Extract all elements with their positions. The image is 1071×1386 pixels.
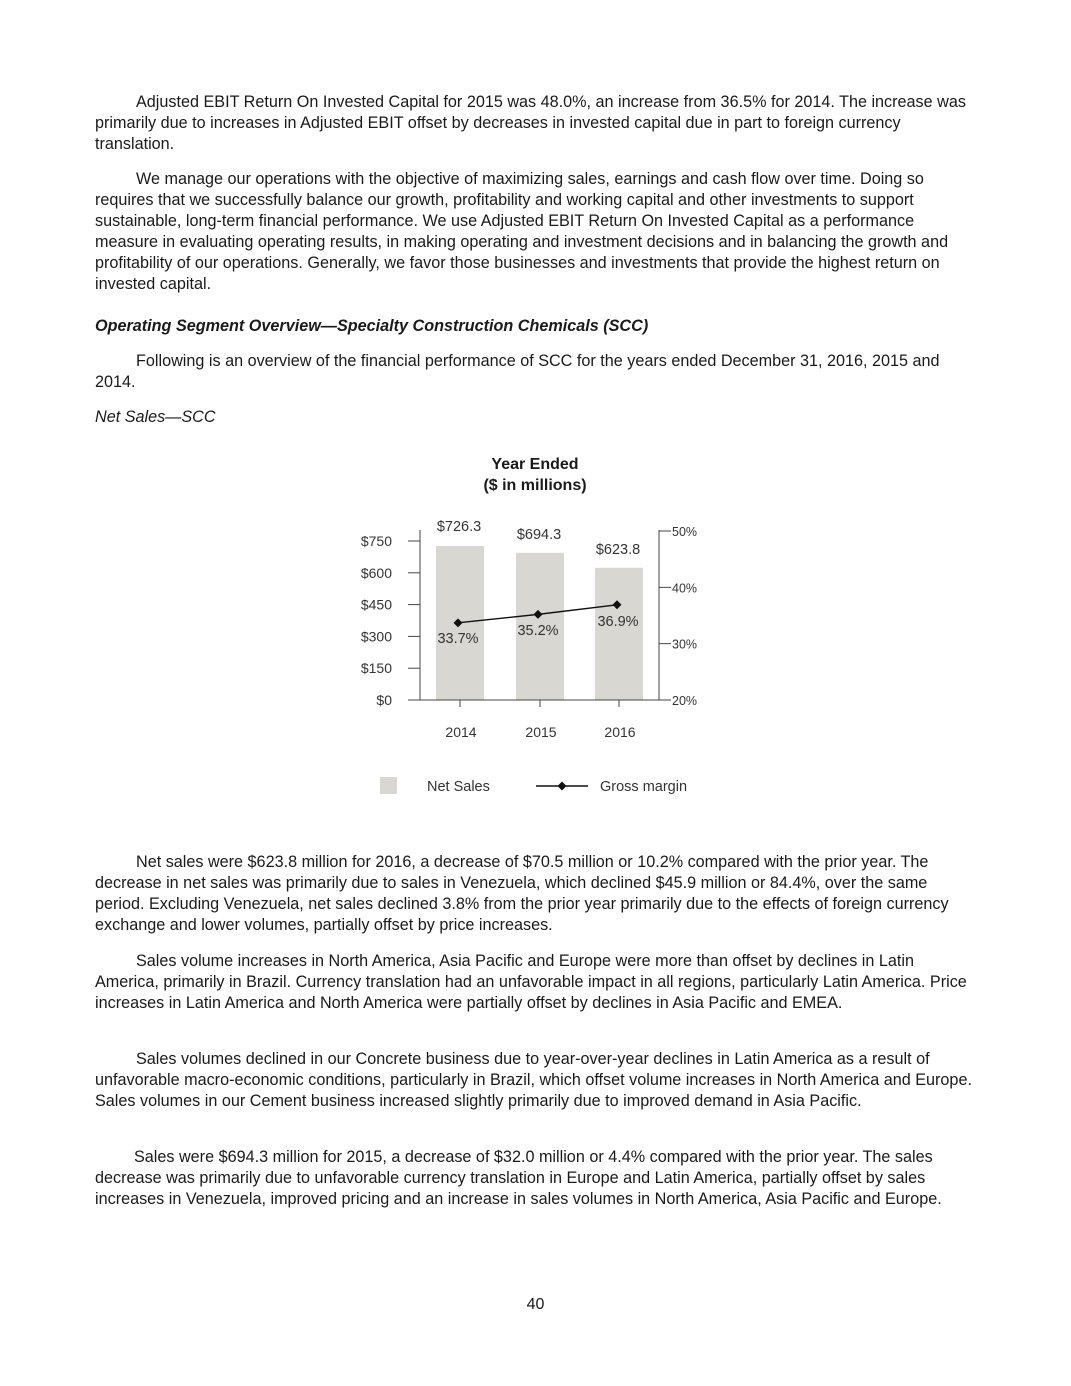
paragraph-volume-text: Sales volume increases in North America, Asia Pacific and Europe were more than offset by declines in Latin America, primarily in Brazil. Currency translation had an unfavorable impact in all regions, particularly Latin America. Price increases in Latin America and North America were partially offset by declines in Asia Pacific and EMEA. [95, 952, 967, 1012]
y-left-tick-label: $150 [360, 660, 392, 677]
legend-marker-gross-margin [558, 782, 567, 791]
y-left-tick-label: $600 [360, 564, 392, 581]
bar-2016 [595, 568, 643, 700]
paragraph-net-sales-2016 [95, 852, 980, 936]
paragraph-operations-text: We manage our operations with the objective of maximizing sales, earnings and cash flow over time. Doing so requires that we successfully balance our growth, profitability and working capital and other investments to support sustainable, long-term financial performance. We use Adjusted EBIT Return On Invested Capital as a performance measure in evaluating operating results, in making operating and investment decisions and in balancing the growth and profitability of our operations. Generally, we favor those businesses and investments that provide the highest return on invested capital. [95, 170, 949, 293]
chart-title-line2: ($ in millions) [483, 477, 587, 494]
bar-label-2016: $623.8 [595, 542, 641, 558]
paragraph-overview-text: Following is an overview of the financial performance of SCC for the years ended December 31, 2016, 2015 and 2014. [95, 352, 940, 391]
y-left-tick-label: $450 [360, 596, 392, 613]
y-right-tick-label: 20% [672, 694, 698, 708]
x-tick-label-2014: 2014 [445, 724, 477, 740]
page-number: 40 [526, 1296, 545, 1313]
chart-title-line1: Year Ended [491, 456, 579, 473]
paragraph-sales-2015-text: Sales were $694.3 million for 2015, a decrease of $32.0 million or 4.4% compared with the prior year. The sales decrease was primarily due to unfavorable currency translation in Europe and Latin America, partially offset by sales increases in Venezuela, improved pricing and an increase in sales volumes in North America, Asia Pacific and Europe. [95, 1148, 942, 1208]
segment-heading: Operating Segment Overview—Specialty Construction Chemicals (SCC) [95, 317, 649, 335]
bar-label-2015: $694.3 [516, 527, 562, 543]
legend-label-net-sales: Net Sales [427, 779, 490, 795]
paragraph-volume [95, 951, 980, 1014]
gross-margin-label-2014: 33.7% [437, 631, 479, 647]
paragraph-net-sales-2016-text: Net sales were $623.8 million for 2016, a decrease of $70.5 million or 10.2% compared with the prior year. The decrease in net sales was primarily due to sales in Venezuela, which declined $45.9 million or 84.4%, over the same period. Excluding Venezuela, net sales declined 3.8% from the prior year primarily due to the effects of foreign currency exchange and lower volumes, partially offset by price increases. [95, 853, 949, 934]
x-tick-label-2015: 2015 [525, 724, 557, 740]
y-right-tick-label: 50% [672, 525, 698, 539]
paragraph-roic-text: Adjusted EBIT Return On Invested Capital for 2015 was 48.0%, an increase from 36.5% for 2014. The increase was primarily due to increases in Adjusted EBIT offset by decreases in invested capital due in part to foreign currency translation. [95, 93, 966, 153]
gross-margin-label-2015: 35.2% [517, 623, 559, 639]
legend-swatch-net-sales [380, 777, 397, 794]
legend-label-gross-margin: Gross margin [600, 779, 688, 795]
y-right-tick-label: 30% [672, 637, 698, 652]
paragraph-concrete-text: Sales volumes declined in our Concrete business due to year-over-year declines in Latin America as a result of unfavorable macro-economic conditions, particularly in Brazil, which offset volume increases in North America and Europe. Sales volumes in our Cement business increased slightly primarily due to improved demand in Asia Pacific. [95, 1050, 972, 1110]
net-sales-subheading: Net Sales—SCC [95, 408, 216, 426]
paragraph-sales-2015 [95, 1147, 980, 1210]
x-tick-label-2016: 2016 [604, 724, 636, 740]
y-right-tick-label: 40% [672, 581, 698, 596]
gross-margin-label-2016: 36.9% [597, 614, 639, 630]
bar-label-2014: $726.3 [436, 519, 482, 535]
paragraph-concrete [95, 1049, 980, 1112]
y-left-tick-label: $0 [376, 692, 392, 708]
y-left-tick-label: $300 [360, 628, 392, 645]
y-left-tick-label: $750 [360, 533, 392, 549]
